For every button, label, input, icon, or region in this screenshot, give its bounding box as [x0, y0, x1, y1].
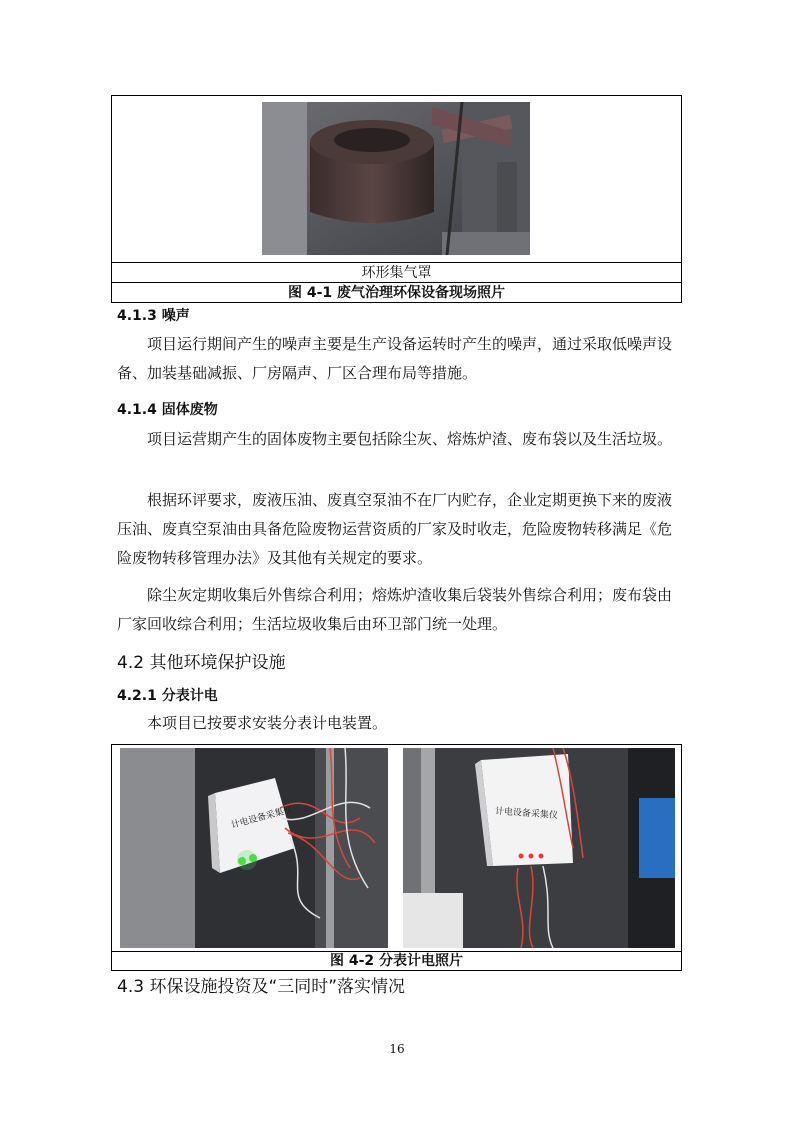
section-4-2-1-paragraph: 本项目已按要求安装分表计电装置。: [147, 714, 388, 732]
section-4-2-heading: 4.2 其他环境保护设施: [117, 653, 286, 673]
figure-caption: 图 4-1 废气治理环保设备现场照片: [287, 285, 506, 301]
figure-4-2-caption: 图 4-2 分表计电照片: [329, 953, 464, 969]
figure-4-1-table: [111, 95, 682, 303]
section-4-1-4-heading: 4.1.4 固体废物: [117, 402, 218, 418]
figure-4-2-table: [111, 744, 682, 971]
figure-caption-row: [112, 282, 681, 303]
meter-photo-left: [120, 748, 388, 948]
section-4-1-4-paragraph-1: 项目运营期产生的固体废物主要包括除尘灰、熔炼炉渣、废布袋以及生活垃圾。: [147, 430, 673, 448]
section-4-1-3-heading: 4.1.3 噪声: [117, 308, 190, 324]
device-label-left: 计电设备采集仪: [230, 804, 294, 831]
meter-photo-right: [403, 748, 675, 948]
figure-4-2-caption-row: [112, 951, 681, 971]
section-4-1-4-paragraph-2: 根据环评要求，废液压油、废真空泵油不在厂内贮存，企业定期更换下来的废液压油、废真空泵油由具备危险废物运营资质的厂家及时收走，危险废物转移满足《危险废物转移管理办法》及其他有关规定的要求。: [117, 491, 673, 567]
section-4-3-heading: 4.3 环保设施投资及“三同时”落实情况: [117, 977, 406, 997]
ring-hood-photo: [262, 102, 530, 255]
photo-label: 环形集气罩: [361, 265, 432, 281]
device-label-right: 计电设备采集仪: [494, 806, 559, 822]
section-4-1-3-paragraph: 项目运行期间产生的噪声主要是生产设备运转时产生的噪声，通过采取低噪声设备、加装基础减振、厂房隔声、厂区合理布局等措施。: [117, 335, 673, 382]
photo-label-row: [112, 262, 681, 283]
section-4-1-4-paragraph-3: 除尘灰定期收集后外售综合利用；熔炼炉渣收集后袋装外售综合利用；废布袋由厂家回收综合利用；生活垃圾收集后由环卫部门统一处理。: [117, 586, 673, 633]
section-4-2-1-heading: 4.2.1 分表计电: [117, 688, 218, 704]
page-number: 16: [389, 1042, 405, 1056]
